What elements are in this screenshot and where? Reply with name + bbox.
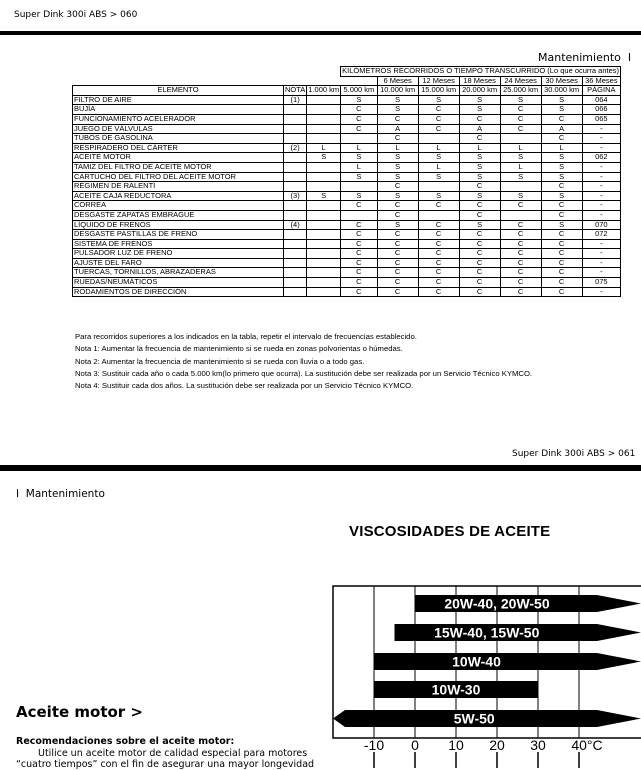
element-name: TUERCAS, TORNILLOS, ABRAZADERAS [73,268,284,278]
table-cell: C [500,124,541,134]
table-cell: C [341,114,378,124]
table-cell: S [377,172,418,182]
element-name: DESGASTE ZAPATAS EMBRAGUE [73,210,284,220]
engine-oil-heading: Aceite motor > [16,703,143,721]
table-cell: (3) [284,191,307,201]
month-header: 24 Meses [500,76,541,86]
table-cell: C [500,201,541,211]
viscosity-bar [374,653,641,670]
table-cell: C [541,114,582,124]
table-cell: C [500,287,541,297]
element-name: TAMIZ DEL FILTRO DE ACEITE MOTOR [73,162,284,172]
table-cell: - [582,162,620,172]
table-cell: (4) [284,220,307,230]
table-cell: C [418,124,459,134]
table-cell: - [582,258,620,268]
table-cell: - [582,124,620,134]
table-cell: C [377,278,418,288]
month-header: 12 Meses [418,76,459,86]
table-cell: C [459,287,500,297]
table-cell: C [418,230,459,240]
table-cell: C [418,249,459,259]
table-cell: C [341,287,378,297]
table-cell: 064 [582,95,620,105]
table-cell: S [307,153,341,163]
axis-tick-label: 0 [411,737,419,753]
table-cell: C [459,134,500,144]
table-cell: C [418,268,459,278]
column-header: NOTA [284,86,307,96]
element-name: TUBOS DE GASOLINA [73,134,284,144]
page-footer-next: Super Dink 300i ABS > 061 [512,449,635,459]
table-cell: C [541,201,582,211]
table-cell: L [541,143,582,153]
table-cell: S [459,95,500,105]
table-cell: S [500,153,541,163]
table-cell: S [377,162,418,172]
table-cell: S [307,191,341,201]
axis-tick-label: 20 [489,737,505,753]
table-cell: C [377,134,418,144]
note-line: Nota 4: Sustituir cada dos años. La sustitución debe ser realizada por un Servicio Técnico KYMCO. [75,380,532,392]
table-cell: S [377,191,418,201]
table-cell: C [500,249,541,259]
note-line: Para recorridos superiores a los indicados en la tabla, repetir el intervalo de frecuencias establecido. [75,331,532,343]
table-cell: C [418,201,459,211]
oil-recommendations-body [16,748,314,770]
element-name: ACEITE CAJA REDUCTORA [73,191,284,201]
table-cell: C [377,230,418,240]
month-header: 36 Meses [582,76,620,86]
table-cell: C [341,258,378,268]
element-name: JUEGO DE VÁLVULAS [73,124,284,134]
table-cell: S [541,191,582,201]
element-name: DESGASTE PASTILLAS DE FRENO [73,230,284,240]
table-cell: C [541,134,582,144]
table-cell: S [541,162,582,172]
table-cell: - [582,249,620,259]
section-label: Mantenimiento I [538,51,631,64]
table-cell: S [459,153,500,163]
table-cell: C [418,105,459,115]
table-cell: C [500,278,541,288]
table-cell: S [377,105,418,115]
body-line: “cuatro tiempos” con el fin de asegurar una mayor longevidad [16,759,314,770]
table-cell: C [541,258,582,268]
table-cell: C [418,287,459,297]
table-cell: C [341,239,378,249]
viscosity-grade-label: 10W-40 [452,654,501,670]
table-cell: 066 [582,105,620,115]
month-header: 18 Meses [459,76,500,86]
element-name: PULSADOR LUZ DE FRENO [73,249,284,259]
table-cell: S [500,95,541,105]
table-cell: 070 [582,220,620,230]
viscosity-grade-label: 20W-40, 20W-50 [444,596,549,612]
body-line: Utilice un aceite motor de calidad especial para motores [16,748,314,759]
table-cell: C [500,220,541,230]
table-cell: C [341,105,378,115]
table-cell: C [341,220,378,230]
axis-tick-label: 40°C [571,737,602,753]
element-name: RESPIRADERO DEL CÁRTER [73,143,284,153]
table-cell: C [500,114,541,124]
table-cell: C [341,278,378,288]
month-header: 30 Meses [541,76,582,86]
axis-tick-label: -10 [364,737,384,753]
element-name: CORREA [73,201,284,211]
column-header: 10.000 km [377,86,418,96]
table-cell: (2) [284,143,307,153]
table-cell: C [341,268,378,278]
viscosity-title: VISCOSIDADES DE ACEITE [349,523,550,540]
table-cell: C [500,268,541,278]
table-cell: - [582,134,620,144]
table-cell: S [377,95,418,105]
table-cell: C [459,201,500,211]
table-cell: C [459,268,500,278]
table-cell: C [541,278,582,288]
table-cell: S [377,220,418,230]
table-cell: C [459,114,500,124]
table-cell: S [541,172,582,182]
table-cell: - [582,191,620,201]
element-name: FUNCIONAMIENTO ACELERADOR [73,114,284,124]
table-cell: C [377,114,418,124]
table-cell: C [459,182,500,192]
table-cell: C [377,258,418,268]
table-cell: A [541,124,582,134]
column-header: 30.000 km [541,86,582,96]
table-cell: C [377,249,418,259]
element-name: LÍQUIDO DE FRENOS [73,220,284,230]
table-cell: C [541,239,582,249]
column-header: 20.000 km [459,86,500,96]
column-header: 25.000 km [500,86,541,96]
note-line: Nota 3: Sustituir cada año o cada 5.000 km(lo primero que ocurra). La sustitución debe ser realizada por un Servicio Técnico KYMCO. [75,368,532,380]
table-cell: C [541,268,582,278]
table-cell: S [459,172,500,182]
table-cell: S [377,153,418,163]
table-cell: - [582,239,620,249]
table-cell: S [341,191,378,201]
table-cell: C [341,230,378,240]
table-cell: C [377,201,418,211]
table-cell: L [377,143,418,153]
table-cell: 062 [582,153,620,163]
element-name: CARTUCHO DEL FILTRO DEL ACEITE MOTOR [73,172,284,182]
table-cell: - [582,210,620,220]
note-line: Nota 1: Aumentar la frecuencia de mantenimiento si se rueda en zonas polvorientas o húmedas. [75,343,532,355]
table-cell: C [541,210,582,220]
table-cell: C [341,249,378,259]
section-label-2: I Mantenimiento [16,488,105,500]
column-header: 15.000 km [418,86,459,96]
table-cell: S [459,220,500,230]
table-cell: C [418,278,459,288]
table-cell: C [541,182,582,192]
table-cell: C [541,230,582,240]
table-cell: C [459,210,500,220]
table-cell: C [377,182,418,192]
table-cell: C [500,230,541,240]
table-cell: S [418,95,459,105]
table-cell: - [582,268,620,278]
page-header: Super Dink 300i ABS > 060 [14,10,137,20]
table-cell: (1) [284,95,307,105]
element-name: AJUSTE DEL FARO [73,258,284,268]
column-header: 5.000 km [341,86,378,96]
column-header: ELEMENTO [73,86,284,96]
table-cell: S [500,172,541,182]
super-header: KILÓMETROS RECORRIDOS O TIEMPO TRANSCURRIDO (Lo que ocurra antes) [341,67,621,77]
table-cell: C [459,258,500,268]
table-cell: 065 [582,114,620,124]
table-cell: - [582,287,620,297]
table-cell: C [459,278,500,288]
element-name: SISTEMA DE FRENOS [73,239,284,249]
table-cell: S [459,191,500,201]
element-name: RODAMIENTOS DE DIRECCIÓN [73,287,284,297]
table-cell: S [341,95,378,105]
table-cell: S [341,153,378,163]
table-cell: C [459,249,500,259]
table-cell: L [341,143,378,153]
viscosity-grade-label: 10W-30 [432,682,481,698]
table-cell: S [459,105,500,115]
table-cell: L [500,162,541,172]
element-name: RUEDAS/NEUMÁTICOS [73,278,284,288]
table-cell: A [459,124,500,134]
table-cell: S [500,191,541,201]
table-cell: C [500,258,541,268]
viscosity-grade-label: 5W-50 [454,711,495,727]
axis-tick-label: 10 [448,737,464,753]
table-cell: S [541,95,582,105]
table-cell: C [418,220,459,230]
table-cell: S [341,172,378,182]
table-cell: C [418,258,459,268]
table-cell: C [377,287,418,297]
table-cell: L [307,143,341,153]
table-cell: L [459,143,500,153]
table-cell: S [541,105,582,115]
table-cell: C [459,239,500,249]
table-cell: S [459,162,500,172]
table-cell: - [582,172,620,182]
table-cell: C [377,239,418,249]
table-cell: C [541,249,582,259]
element-name: RÉGIMEN DE RALENTÍ [73,182,284,192]
table-cell: S [541,153,582,163]
table-cell: - [582,201,620,211]
table-cell: 075 [582,278,620,288]
table-cell: C [377,268,418,278]
table-cell: C [541,287,582,297]
column-header: 1.000 km [307,86,341,96]
table-cell: C [418,114,459,124]
element-name: ACEITE MOTOR [73,153,284,163]
table-cell: C [459,230,500,240]
table-cell: L [500,143,541,153]
column-header: PÁGINA [582,86,620,96]
table-cell: C [341,201,378,211]
table-cell: C [500,239,541,249]
month-header: 6 Meses [377,76,418,86]
table-cell: L [418,143,459,153]
viscosity-grade-label: 15W-40, 15W-50 [434,625,539,641]
element-name: BUJÍA [73,105,284,115]
element-name: FILTRO DE AIRE [73,95,284,105]
table-cell: S [418,172,459,182]
oil-recommendations-subheading: Recomendaciones sobre el aceite motor: [16,736,234,747]
table-cell: - [582,143,620,153]
note-line: Nota 2: Aumentar la frecuencia de mantenimiento si se rueda con lluvia o a todo gas. [75,356,532,368]
axis-tick-label: 30 [530,737,546,753]
table-cell: - [582,182,620,192]
table-cell: S [541,220,582,230]
table-cell: 072 [582,230,620,240]
table-cell: C [341,124,378,134]
table-cell: A [377,124,418,134]
table-cell: C [418,239,459,249]
table-cell: C [377,210,418,220]
table-cell: L [418,162,459,172]
table-cell: C [500,105,541,115]
table-cell: S [418,153,459,163]
table-cell: S [418,191,459,201]
table-cell: L [341,162,378,172]
